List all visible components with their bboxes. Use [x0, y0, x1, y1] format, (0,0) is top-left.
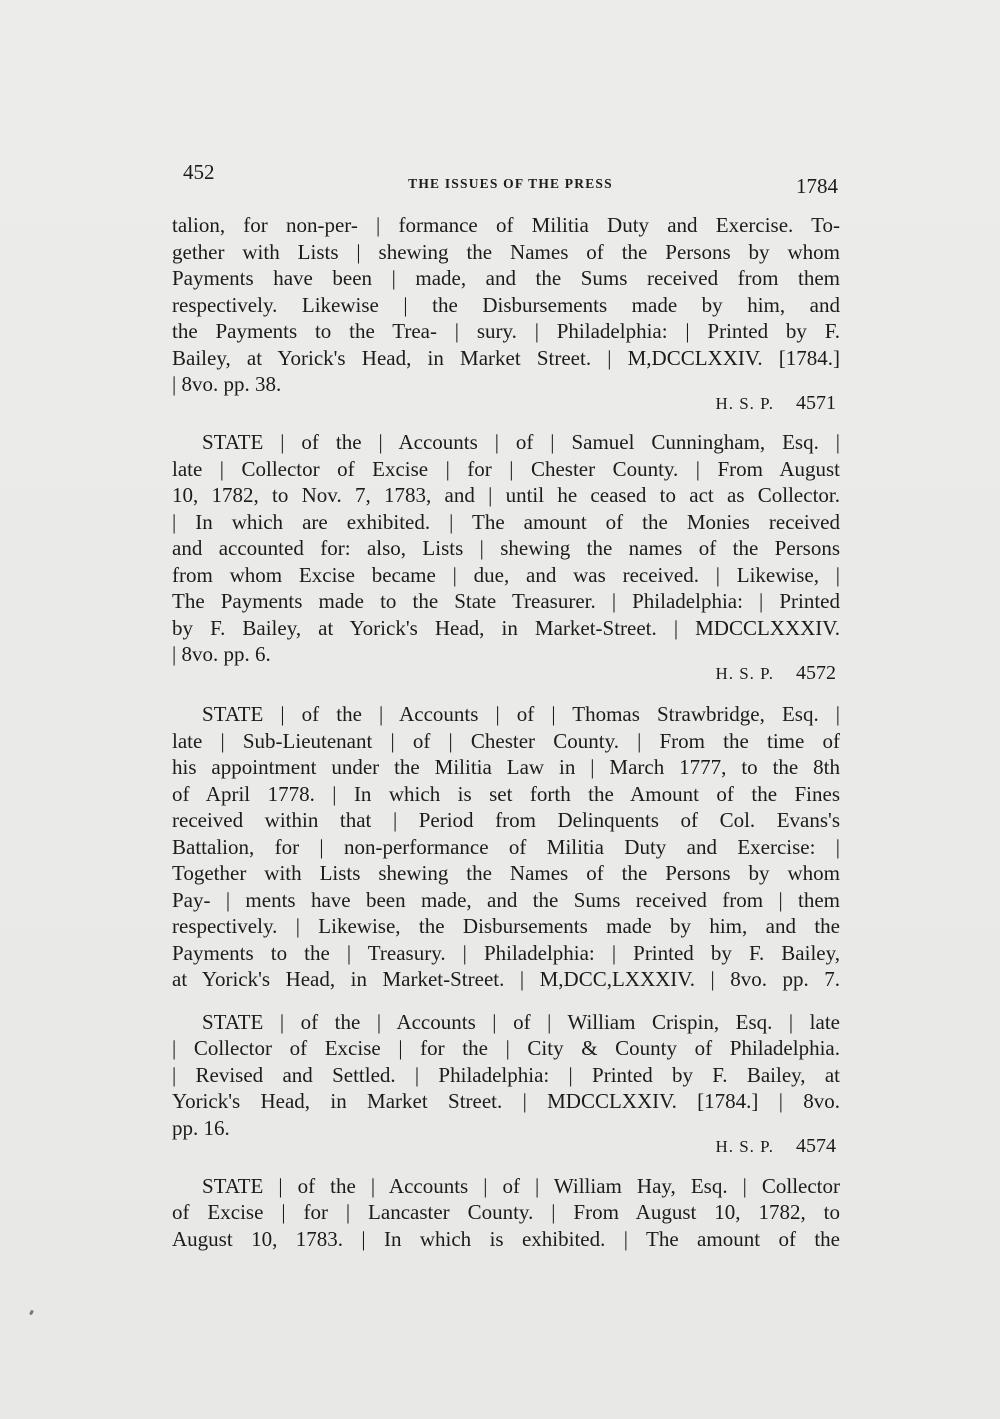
entry-line: by F. Bailey, at Yorick's Head, in Market-Street. | MDCCLXXXIV.	[172, 615, 840, 640]
entry-line: Bailey, at Yorick's Head, in Market Street. | M,DCCLXXIV. [1784.]	[172, 345, 840, 370]
entry-line: Battalion, for | non-performance of Militia Duty and Exercise: |	[172, 834, 840, 859]
entry-line: | Revised and Settled. | Philadelphia: | Printed by F. Bailey, at	[172, 1062, 840, 1087]
entry-line: talion, for non-per- | formance of Militia Duty and Exercise. To-	[172, 213, 840, 237]
paper-speck	[29, 1310, 34, 1316]
body-text	[172, 212, 840, 1252]
entry-line: respectively. | Likewise, the Disbursements made by him, and the	[172, 914, 840, 938]
entry-line: Together with Lists shewing the Names of the Persons by whom	[172, 861, 840, 885]
ref-label: H. S. P.	[715, 663, 774, 683]
entry-line: Yorick's Head, in Market Street. | MDCCLXXIV. [1784.] | 8vo.	[172, 1089, 840, 1113]
entry-hay	[172, 1173, 840, 1253]
entry-line: STATE | of the | Accounts | of | Thomas Strawbridge, Esq. |	[202, 702, 840, 726]
entry-line: | 8vo. pp. 6.	[172, 642, 271, 666]
entry-line: STATE | of the | Accounts | of | William Hay, Esq. | Collector	[202, 1173, 840, 1198]
running-title: THE ISSUES OF THE PRESS	[408, 176, 613, 191]
entry-line: from whom Excise became | due, and was received. | Likewise, |	[172, 562, 840, 587]
entry-line: at Yorick's Head, in Market-Street. | M,DCC,LXXXIV. | 8vo. pp. 7.	[172, 967, 840, 991]
entry-line: STATE | of the | Accounts | of | William Crispin, Esq. | late	[202, 1009, 840, 1034]
page-number: 452	[183, 160, 215, 184]
entry-line: Payments have been | made, and the Sums received from them	[172, 266, 840, 290]
entry-line: STATE | of the | Accounts | of | Samuel Cunningham, Esq. |	[202, 430, 840, 454]
entry-line: late | Collector of Excise | for | Chester County. | From August	[172, 456, 840, 481]
entry-line: 10, 1782, to Nov. 7, 1783, and | until he ceased to act as Collector.	[172, 483, 840, 507]
library-reference	[172, 1133, 840, 1161]
entry-line: late | Sub-Lieutenant | of | Chester County. | From the time of	[172, 728, 840, 753]
page-header	[183, 160, 838, 200]
entry-line: pp. 16.	[172, 1115, 230, 1140]
entry-line: of April 1778. | In which is set forth the Amount of the Fines	[172, 781, 840, 806]
entry-line: his appointment under the Militia Law in | March 1777, to the 8th	[172, 755, 840, 779]
entry-line: Payments to the | Treasury. | Philadelphia: | Printed by F. Bailey,	[172, 940, 840, 965]
entry-line: | Collector of Excise | for the | City & County of Philadelphia.	[172, 1036, 840, 1060]
entry-line: Pay- | ments have been made, and the Sums received from | them	[172, 887, 840, 912]
entry-line: respectively. Likewise | the Disbursements made by him, and	[172, 292, 840, 317]
entry-line: and accounted for: also, Lists | shewing the names of the Persons	[172, 536, 840, 560]
entry-line: August 10, 1783. | In which is exhibited. | The amount of the	[172, 1226, 840, 1251]
ref-number: 4572	[796, 661, 836, 684]
header-year: 1784	[796, 174, 838, 198]
entry-4571	[172, 212, 840, 417]
ref-number: 4571	[796, 391, 836, 414]
ref-label: H. S. P.	[715, 393, 774, 413]
entry-4574	[172, 1009, 840, 1161]
ref-number: 4574	[796, 1135, 836, 1157]
entry-line: | 8vo. pp. 38.	[172, 372, 282, 396]
entry-line: the Payments to the Trea- | sury. | Philadelphia: | Printed by F.	[172, 319, 840, 343]
library-reference	[172, 660, 840, 688]
entry-4572	[172, 429, 840, 687]
ref-label: H. S. P.	[715, 1137, 774, 1156]
entry-line: of Excise | for | Lancaster County. | From August 10, 1782, to	[172, 1200, 840, 1224]
entry-line: received within that | Period from Delinquents of Col. Evans's	[172, 808, 840, 832]
entry-line: gether with Lists | shewing the Names of the Persons by whom	[172, 239, 840, 264]
entry-line: | In which are exhibited. | The amount of the Monies received	[172, 509, 840, 534]
entry-line: The Payments made to the State Treasurer. | Philadelphia: | Printed	[172, 589, 840, 613]
entry-strawbridge	[172, 701, 840, 993]
